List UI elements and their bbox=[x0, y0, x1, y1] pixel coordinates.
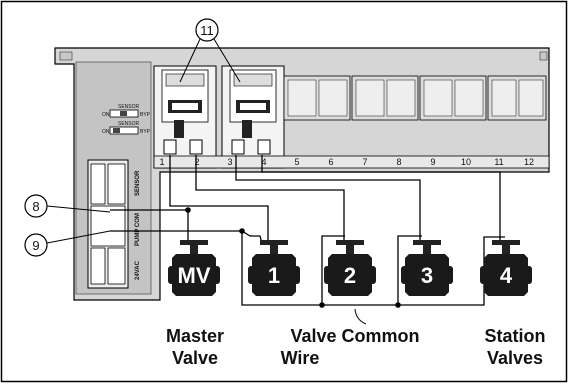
station-number-12: 12 bbox=[523, 157, 535, 167]
station-number-4: 4 bbox=[261, 157, 267, 167]
station-number-1: 1 bbox=[159, 157, 165, 167]
station-number-2: 2 bbox=[194, 157, 200, 167]
empty-slot-7-8 bbox=[352, 76, 418, 120]
empty-slot-11-12 bbox=[488, 76, 546, 120]
station-number-8: 8 bbox=[396, 157, 402, 167]
station-strip-bg bbox=[154, 156, 549, 168]
empty-slot-9-10 bbox=[420, 76, 486, 120]
switch-label-on-2: ON bbox=[102, 129, 110, 135]
switch-label-sensor: SENSOR bbox=[118, 104, 140, 110]
station-number-7: 7 bbox=[362, 157, 368, 167]
valve-label-v3: 3 bbox=[420, 263, 434, 288]
valve-label-v4: 4 bbox=[499, 263, 513, 288]
label-master-line1: Master bbox=[165, 326, 225, 346]
station-module-1 bbox=[154, 66, 216, 168]
station-number-5: 5 bbox=[294, 157, 300, 167]
label-master-line2: Valve bbox=[171, 348, 219, 368]
switch-label-on: ON bbox=[102, 112, 110, 118]
valve-label-v1: 1 bbox=[267, 263, 281, 288]
valve-label-mv: MV bbox=[177, 263, 211, 288]
switch-label-byp-2: BYP bbox=[140, 129, 151, 135]
empty-slot-5-6 bbox=[284, 76, 350, 120]
switch-label-sensor-2: SENSOR bbox=[118, 121, 140, 127]
station-number-9: 9 bbox=[430, 157, 436, 167]
station-number-3: 3 bbox=[227, 157, 233, 167]
station-number-10: 10 bbox=[460, 157, 472, 167]
valve-label-v2: 2 bbox=[343, 263, 357, 288]
terminal-label-sensor: SENSOR bbox=[135, 170, 141, 196]
station-number-6: 6 bbox=[328, 157, 334, 167]
station-number-11: 11 bbox=[494, 157, 504, 167]
terminal-label-24vac: 24VAC bbox=[135, 261, 141, 280]
station-module-2 bbox=[222, 66, 284, 168]
callout-9-text: 9 bbox=[32, 238, 40, 253]
switch-label-byp: BYP bbox=[140, 112, 151, 118]
callout-8-text: 8 bbox=[32, 199, 40, 214]
label-station-line2: Valves bbox=[486, 348, 544, 368]
label-station-line1: Station bbox=[484, 326, 546, 346]
label-common-line1: Valve Common bbox=[290, 326, 420, 346]
terminal-label-pump-com: PUMP COM bbox=[135, 213, 141, 246]
callout-11-text: 11 bbox=[200, 23, 214, 38]
station-number-strip bbox=[154, 156, 549, 168]
label-common-line2: Wire bbox=[280, 348, 320, 368]
